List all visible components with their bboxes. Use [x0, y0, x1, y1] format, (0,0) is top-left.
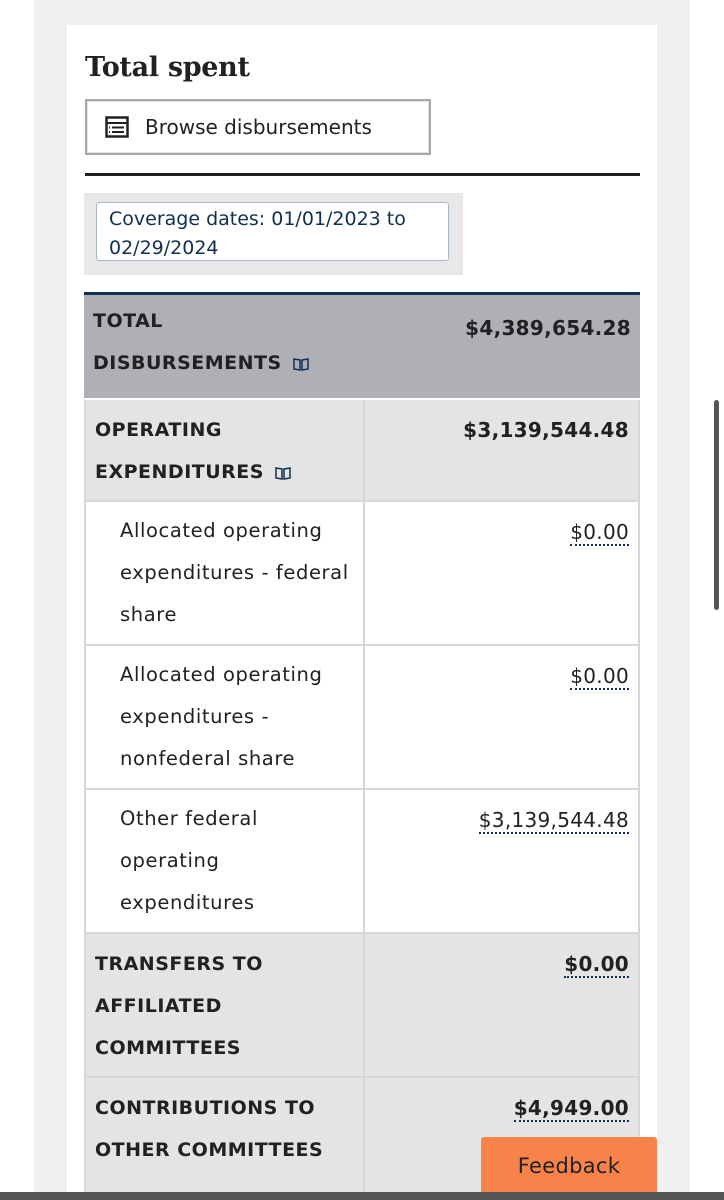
row-label: Allocated operating expenditures - federal share: [120, 519, 349, 626]
column-divider: [363, 790, 365, 932]
scrollbar-thumb[interactable]: [714, 400, 719, 610]
browse-disbursements-button[interactable]: [85, 99, 431, 155]
row-label: OPERATING EXPENDITURES: [95, 419, 264, 483]
row-label: Allocated operating expenditures - nonfederal share: [120, 663, 323, 770]
glossary-book-icon[interactable]: [293, 357, 309, 371]
page-margin-left: [0, 0, 34, 1200]
row-label: TRANSFERS TO AFFILIATED COMMITTEES: [95, 953, 263, 1059]
row-label: CONTRIBUTIONS TO OTHER COMMITTEES: [95, 1097, 324, 1161]
section-title: Total spent: [85, 52, 250, 83]
column-divider: [363, 400, 365, 500]
feedback-button[interactable]: Feedback: [481, 1137, 657, 1194]
browse-disbursements-label: Browse disbursements: [145, 115, 372, 139]
row-value: $3,139,544.48: [463, 418, 629, 442]
table-row-other-federal: [84, 790, 640, 934]
row-value-link[interactable]: $0.00: [570, 520, 629, 544]
table-row-allocated-nonfederal: [84, 646, 640, 790]
table-list-icon: [105, 116, 129, 138]
column-divider: [363, 502, 365, 644]
row-value-link[interactable]: $4,949.00: [513, 1096, 629, 1120]
table-row-transfers-affiliated: [84, 934, 640, 1078]
column-divider: [363, 934, 365, 1076]
row-value-link[interactable]: $0.00: [570, 664, 629, 688]
column-divider: [363, 1078, 365, 1192]
row-value-link[interactable]: $0.00: [564, 952, 629, 976]
table-row-allocated-federal: [84, 502, 640, 646]
coverage-dates-tag: Coverage dates: 01/01/2023 to 02/29/2024: [96, 202, 449, 261]
section-divider: [85, 173, 640, 176]
table-row-operating-expenditures: [84, 400, 640, 502]
glossary-book-icon[interactable]: [275, 466, 291, 480]
bottom-edge: [0, 1192, 724, 1200]
row-value: $4,389,654.28: [465, 316, 631, 340]
row-label: TOTAL DISBURSEMENTS: [93, 310, 282, 374]
row-label: Other federal operating expenditures: [120, 807, 258, 914]
table-row-total-disbursements: [84, 292, 640, 398]
row-value-link[interactable]: $3,139,544.48: [478, 808, 629, 832]
column-divider: [363, 646, 365, 788]
